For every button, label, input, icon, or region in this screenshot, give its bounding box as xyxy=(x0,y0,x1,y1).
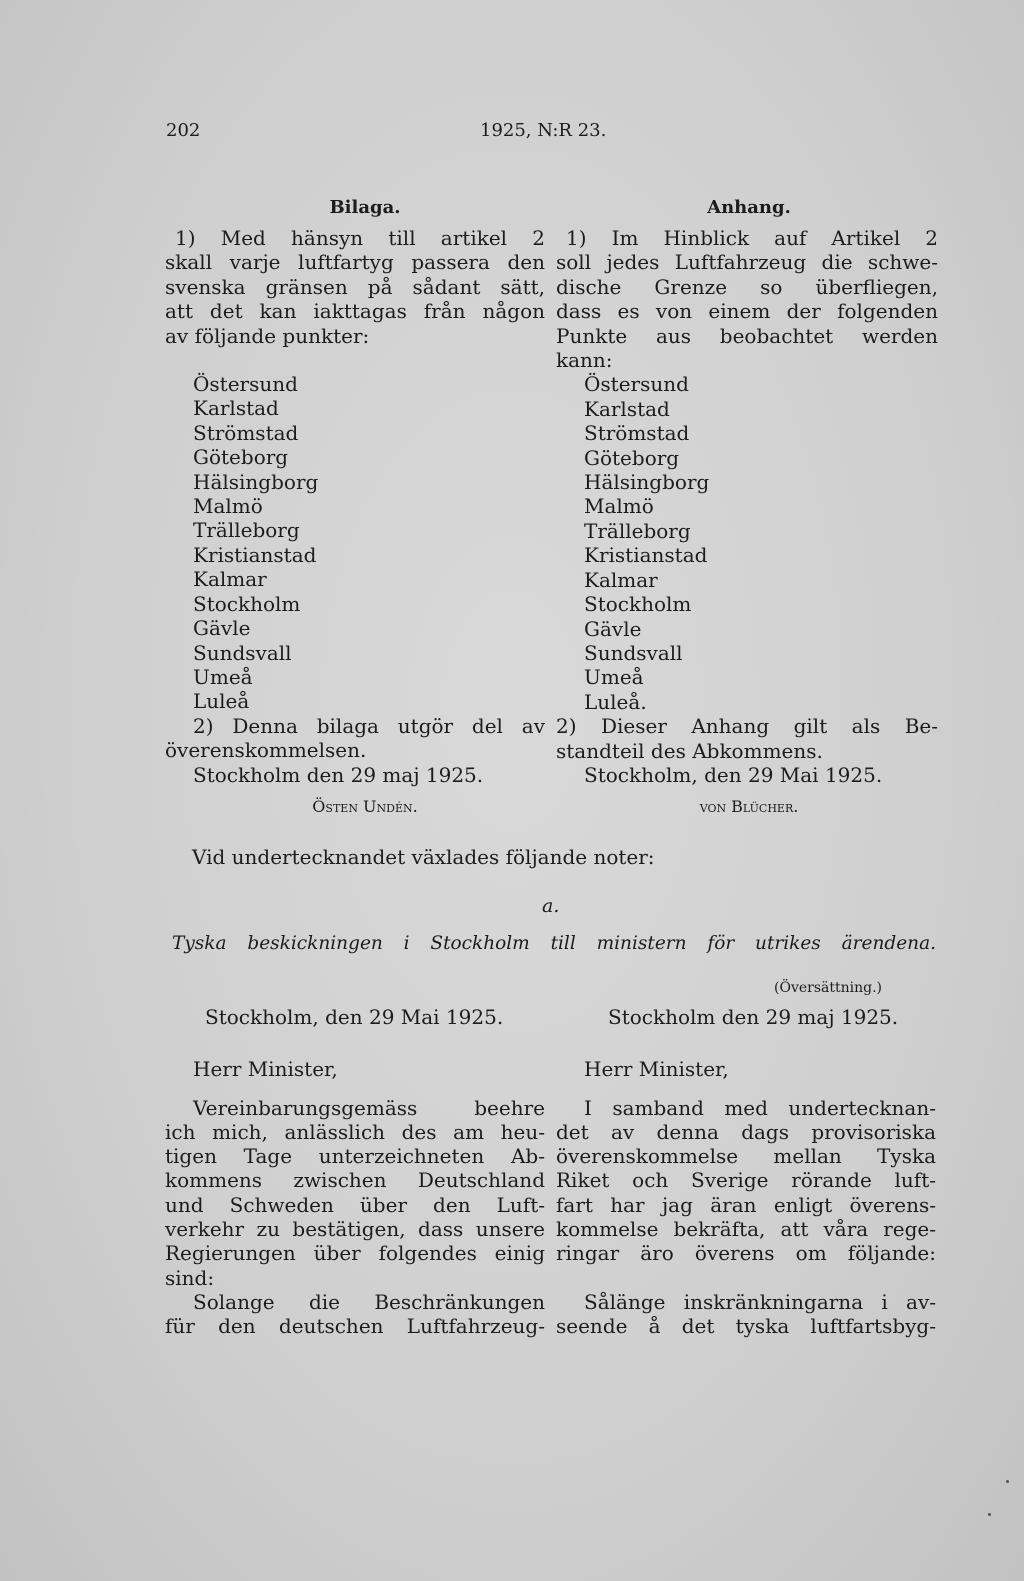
place-item: Trälleborg xyxy=(584,518,691,543)
place-item: Umeå xyxy=(584,665,644,690)
text-line: Solange die Beschränkungen xyxy=(193,1289,545,1314)
place-item: Hälsingborg xyxy=(193,469,319,494)
place-item: Strömstad xyxy=(584,421,690,446)
place-item: Hälsingborg xyxy=(584,470,710,495)
text-line: att det kan iakttagas från någon xyxy=(165,299,545,324)
translation-label: (Översättning.) xyxy=(774,980,882,996)
note-heading: Tyska beskickningen i Stockholm till ministern för utrikes ärendena. xyxy=(172,933,936,954)
place-list xyxy=(556,372,938,714)
place-item: Strömstad xyxy=(193,420,299,445)
place-item: Östersund xyxy=(584,372,689,397)
place-item: Sundsvall xyxy=(584,640,683,665)
scan-speck xyxy=(988,1513,991,1516)
text-line: fart har jag äran enligt överens- xyxy=(556,1192,936,1217)
text-line: dass es von einem der folgenden xyxy=(556,299,938,324)
text-line: kommelse bekräfta, att våra rege- xyxy=(556,1217,936,1242)
place-item: Gävle xyxy=(584,616,642,641)
text-line: I samband med undertecknan- xyxy=(584,1095,936,1120)
place-item: Gävle xyxy=(193,616,251,641)
anhang-column xyxy=(556,196,938,820)
running-header: 1925, N:R 23. xyxy=(480,120,607,141)
note-label: a. xyxy=(542,895,560,917)
text-line: överenskommelsen. xyxy=(165,738,367,763)
letter-german xyxy=(165,1005,545,1339)
text-line: 2) Dieser Anhang gilt als Be- xyxy=(556,714,938,739)
anhang-title: Anhang. xyxy=(707,197,791,218)
text-line: det av denna dags provisoriska xyxy=(556,1119,936,1144)
place-item: Göteborg xyxy=(193,445,289,470)
page-number: 202 xyxy=(166,120,201,141)
text-line: soll jedes Luftfahrzeug die schwe- xyxy=(556,250,938,275)
exchange-line: Vid undertecknandet växlades följande noter: xyxy=(192,845,655,869)
letter-swedish xyxy=(556,1005,936,1338)
text-line: seende å det tyska luftfartsbyg- xyxy=(556,1313,936,1338)
text-line: svenska gränsen på sådant sätt, xyxy=(165,274,545,299)
place-item: Stockholm xyxy=(584,592,692,617)
text-line: skall varje luftfartyg passera den xyxy=(165,250,545,275)
date-line: Stockholm den 29 maj 1925. xyxy=(193,762,484,787)
bilaga-column xyxy=(165,196,545,819)
text-line: sind: xyxy=(165,1265,215,1290)
place-item: Umeå xyxy=(193,664,253,689)
place-item: Kristianstad xyxy=(193,542,317,567)
text-line: ringar äro överens om följande: xyxy=(556,1241,936,1266)
place-item: Luleå. xyxy=(584,689,647,714)
letter-salutation: Herr Minister, xyxy=(193,1057,338,1082)
text-line: Punkte aus beobachtet werden xyxy=(556,323,938,348)
place-item: Östersund xyxy=(193,372,298,397)
place-item: Luleå xyxy=(193,689,250,714)
text-line: Riket och Sverige rörande luft- xyxy=(556,1168,936,1193)
place-item: Karlstad xyxy=(193,396,279,421)
text-line: kommens zwischen Deutschland xyxy=(165,1168,545,1193)
text-line: Vereinbarungsgemäss beehre xyxy=(193,1095,545,1120)
place-item: Kristianstad xyxy=(584,543,708,568)
text-line: överenskommelse mellan Tyska xyxy=(556,1144,936,1169)
text-line: Sålänge inskränkningarna i av- xyxy=(584,1289,936,1314)
place-item: Kalmar xyxy=(584,567,658,592)
letter-salutation: Herr Minister, xyxy=(584,1057,729,1082)
signature-blucher: von Blücher. xyxy=(699,797,799,817)
text-line: ich mich, anlässlich des am heu- xyxy=(165,1119,545,1144)
text-line: dische Grenze so überfliegen, xyxy=(556,274,938,299)
text-line: standteil des Abkommens. xyxy=(556,738,823,763)
place-item: Karlstad xyxy=(584,396,670,421)
letter-date: Stockholm, den 29 Mai 1925. xyxy=(205,1005,504,1029)
place-item: Malmö xyxy=(193,494,263,519)
text-line: und Schweden über den Luft- xyxy=(165,1192,545,1217)
text-line: tigen Tage unterzeichneten Ab- xyxy=(165,1144,545,1169)
text-line: Regierungen über folgendes einig xyxy=(165,1241,545,1266)
place-item: Kalmar xyxy=(193,567,267,592)
text-line: kann: xyxy=(556,348,613,373)
text-line: für den deutschen Luftfahrzeug- xyxy=(165,1314,545,1339)
place-list xyxy=(165,372,545,714)
scan-speck xyxy=(1006,1480,1009,1483)
place-item: Sundsvall xyxy=(193,640,292,665)
place-item: Trälleborg xyxy=(193,518,300,543)
text-line: 1) Im Hinblick auf Artikel 2 xyxy=(566,226,938,250)
place-item: Göteborg xyxy=(584,445,680,470)
letter-date: Stockholm den 29 maj 1925. xyxy=(608,1005,899,1029)
text-line: verkehr zu bestätigen, dass unsere xyxy=(165,1217,545,1242)
text-line: av följande punkter: xyxy=(165,323,370,348)
place-item: Stockholm xyxy=(193,591,301,616)
signature-unden: Östen Undén. xyxy=(312,796,418,816)
text-line: 1) Med hänsyn till artikel 2 xyxy=(175,226,545,250)
date-line: Stockholm, den 29 Mai 1925. xyxy=(584,762,883,787)
place-item: Malmö xyxy=(584,494,654,519)
bilaga-title: Bilaga. xyxy=(329,197,401,218)
text-line: 2) Denna bilaga utgör del av xyxy=(193,713,545,738)
